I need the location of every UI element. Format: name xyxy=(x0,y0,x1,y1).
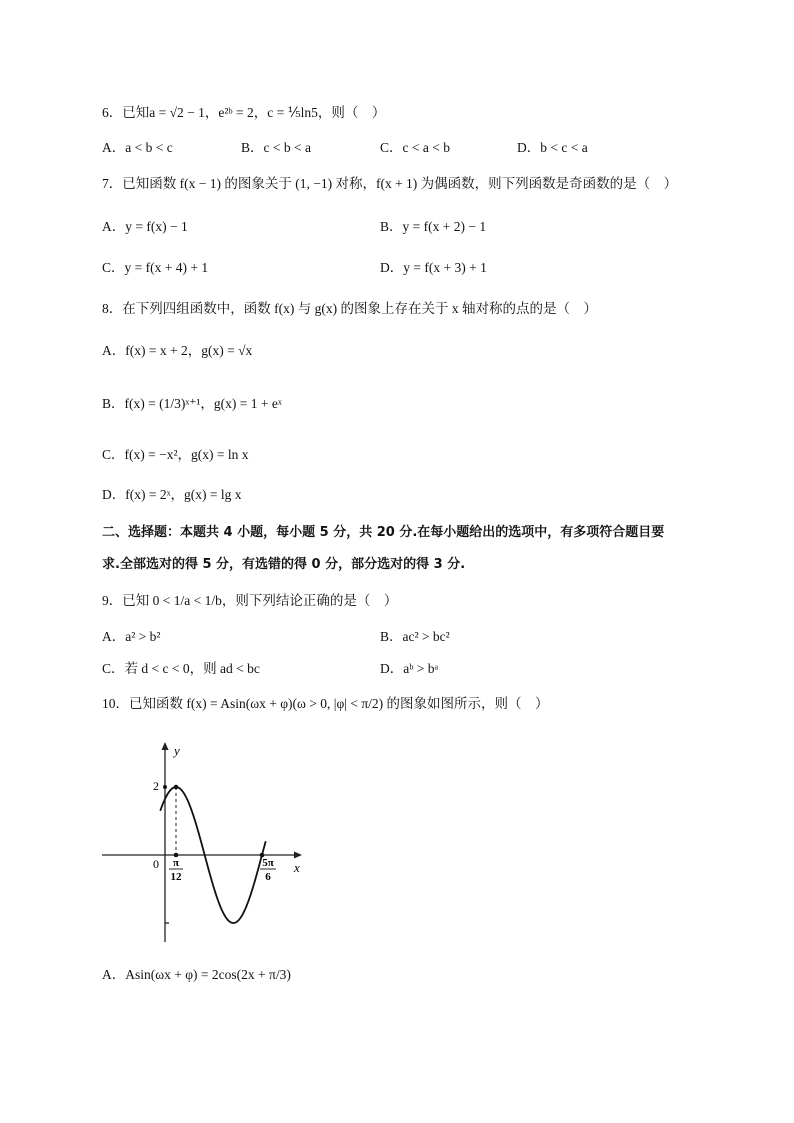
tick1-denominator: 12 xyxy=(170,871,182,883)
q7-stem: 7．已知函数 f(x − 1) 的图象关于 (1, −1) 对称，f(x + 1) 为偶函数，则下列函数是奇函数的是（ ） xyxy=(102,176,678,191)
q8-option-a: A．f(x) = x + 2，g(x) = √x xyxy=(102,343,253,358)
max-value-label: 2 xyxy=(153,779,159,793)
tick2-label: 5π xyxy=(262,857,274,869)
q6-option-c: C．c < a < b xyxy=(380,140,450,155)
q7-option-c: C．y = f(x + 4) + 1 xyxy=(102,260,209,275)
x-axis-label: x xyxy=(294,860,300,875)
y-axis-arrow xyxy=(162,742,169,750)
sine-graph xyxy=(95,735,315,955)
q8-option-d: D．f(x) = 2ˣ，g(x) = lg x xyxy=(102,487,242,502)
q8-stem: 8．在下列四组函数中，函数 f(x) 与 g(x) 的图象上存在关于 x 轴对称的点的是（ ） xyxy=(102,301,597,316)
q9-option-c: C．若 d < c < 0，则 ad < bc xyxy=(102,661,260,676)
q7-option-a: A．y = f(x) − 1 xyxy=(102,219,188,234)
q10-option-a: A．Asin(ωx + φ) = 2cos(2x + π/3) xyxy=(102,967,291,982)
q9-option-b: B．ac² > bc² xyxy=(380,629,450,644)
q9-option-a: A．a² > b² xyxy=(102,629,161,644)
q7-option-b: B．y = f(x + 2) − 1 xyxy=(380,219,487,234)
q8-option-b: B．f(x) = (1/3)ˣ⁺¹，g(x) = 1 + eˣ xyxy=(102,396,282,411)
section2-heading-line2: 求.全部选对的得 5 分，有选错的得 0 分，部分选对的得 3 分. xyxy=(102,557,466,572)
q6-option-a: A．a < b < c xyxy=(102,140,173,155)
q6-option-d: D．b < c < a xyxy=(517,140,588,155)
q8-option-c: C．f(x) = −x²，g(x) = ln x xyxy=(102,447,249,462)
x-axis-arrow xyxy=(294,852,302,859)
tick2-denominator: 6 xyxy=(265,871,271,883)
tick1-label: π xyxy=(172,857,180,869)
y-axis-label: y xyxy=(174,743,180,758)
max-point xyxy=(174,785,179,790)
q6-stem: 6．已知a = √2 − 1，e²ᵇ = 2，c = ⅕ln5，则（ ） xyxy=(102,105,386,120)
section2-heading-line1: 二、选择题：本题共 4 小题，每小题 5 分，共 20 分.在每小题给出的选项中，有多项符合题目要 xyxy=(102,525,665,540)
q10-stem: 10．已知函数 f(x) = Asin(ωx + φ)(ω > 0, |φ| < π/2) 的图象如图所示，则（ ） xyxy=(102,696,549,711)
q9-stem: 9．已知 0 < 1/a < 1/b，则下列结论正确的是（ ） xyxy=(102,593,398,608)
origin-label: 0 xyxy=(153,857,159,871)
y-intercept-point xyxy=(163,785,167,789)
q6-option-b: B．c < b < a xyxy=(241,140,311,155)
q9-option-d: D．aᵇ > bᵃ xyxy=(380,661,439,676)
q7-option-d: D．y = f(x + 3) + 1 xyxy=(380,260,487,275)
